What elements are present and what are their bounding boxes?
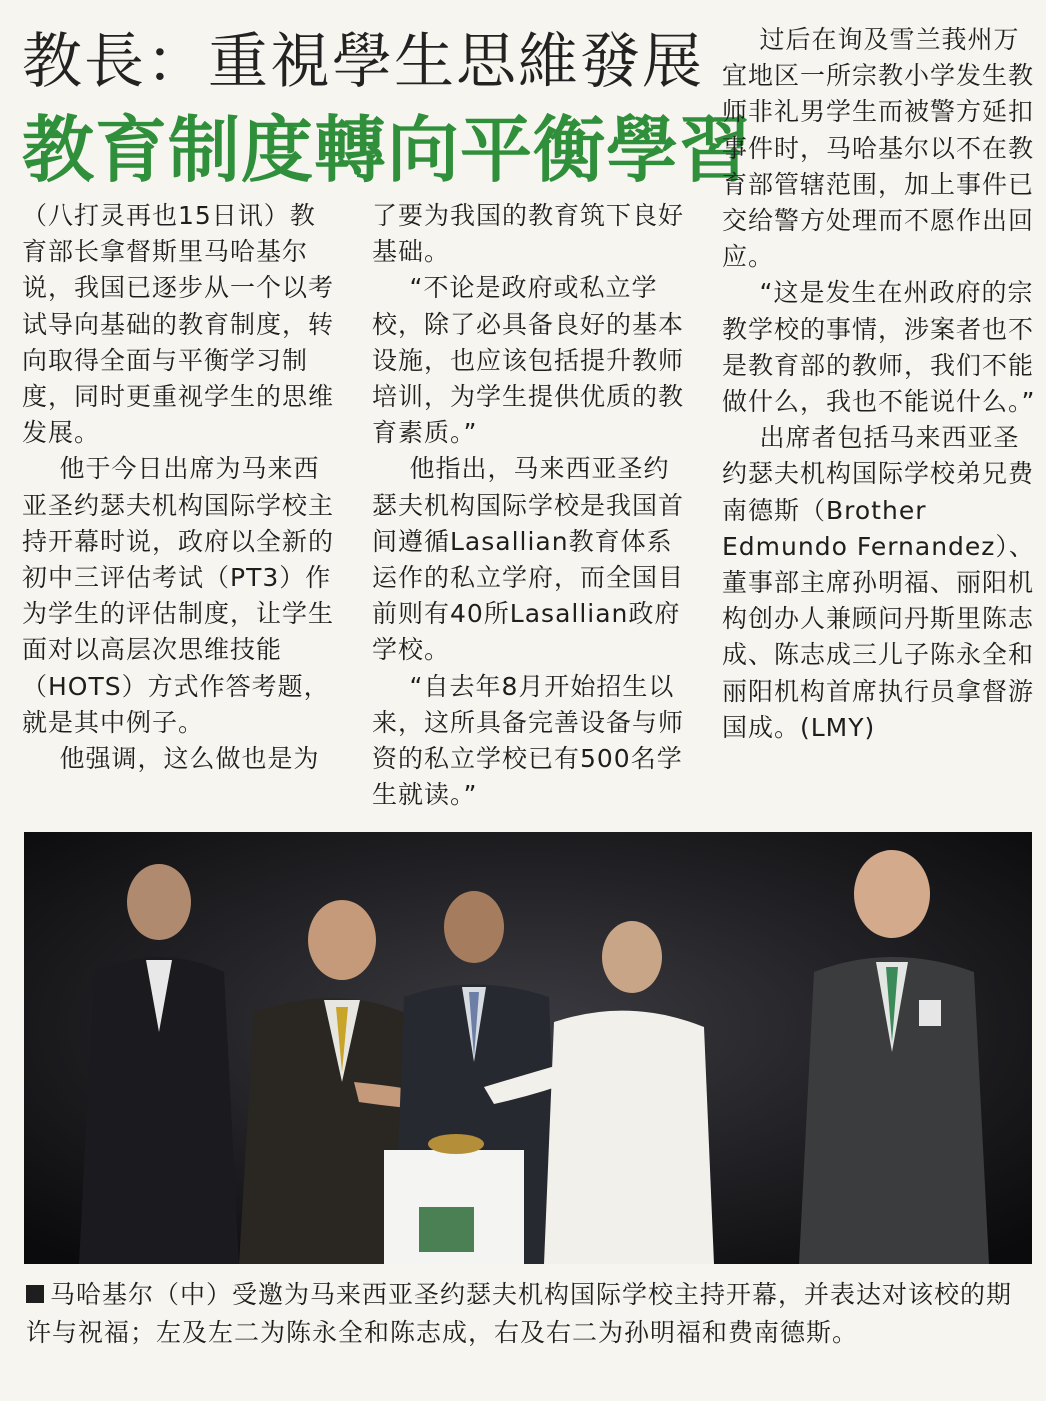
article-column-2 — [372, 198, 690, 813]
article-paragraph: 他强调，这么做也是为 — [59, 744, 320, 774]
photo-illustration — [24, 832, 1032, 1264]
caption-marker-icon — [26, 1285, 44, 1303]
article-paragraph: “这是发生在州政府的宗教学校的事情，涉案者也不是教育部的教师，我们不能做什么，我也不能说什么。” — [722, 278, 1036, 417]
news-photo — [24, 832, 1032, 1264]
headline-kicker: 教長：重視學生思維發展 — [22, 27, 704, 97]
article-paragraph: （八打灵再也15日讯）教育部长拿督斯里马哈基尔说，我国已逐步从一个以考试导向基础的教育制度，转向取得全面与平衡学习制度，同时更重视学生的思维发展。 — [22, 201, 335, 448]
launch-podium — [384, 1134, 524, 1264]
caption-text: 马哈基尔（中）受邀为马来西亚圣约瑟夫机构国际学校主持开幕，并表达对该校的期许与祝福；左及左二为陈永全和陈志成，右及右二为孙明福和费南德斯。 — [26, 1280, 1013, 1347]
headline-main: 教育制度轉向平衡學習 — [22, 108, 753, 192]
article-column-1 — [22, 198, 340, 777]
article-paragraph: 他指出，马来西亚圣约瑟夫机构国际学校是我国首间遵循Lasallian教育体系运作的私立学府，而全国目前则有40所Lasallian政府学校。 — [372, 454, 685, 665]
article-paragraph: “不论是政府或私立学校，除了必具备良好的基本设施，也应该包括提升教师培训，为学生提供优质的教育素质。” — [372, 273, 685, 448]
article-paragraph: “自去年8月开始招生以来，这所具备完善设备与师资的私立学校已有500名学生就读。” — [372, 671, 685, 810]
article-paragraph: 出席者包括马来西亚圣约瑟夫机构国际学校弟兄费南德斯（Brother Edmundo Fernandez）、董事部主席孙明福、丽阳机构创办人兼顾问丹斯里陈志成、陈志成三儿子陈永全和丽阳机构首席执行员拿督游国成。(LMY) — [722, 423, 1035, 742]
article-paragraph: 他于今日出席为马来西亚圣约瑟夫机构国际学校主持开幕时说，政府以全新的初中三评估考试（PT3）作为学生的评估制度，让学生面对以高层次思维技能（HOTS）方式作答考题，就是其中例子。 — [22, 454, 335, 737]
article-paragraph: 过后在询及雪兰莪州万宜地区一所宗教小学发生教师非礼男学生而被警方延扣事件时，马哈基尔以不在教育部管辖范围，加上事件已交给警方处理而不愿作出回应。 — [722, 25, 1035, 272]
article-paragraph: 了要为我国的教育筑下良好基础。 — [372, 201, 685, 267]
photo-caption — [26, 1276, 1032, 1352]
article-column-3 — [722, 22, 1038, 746]
